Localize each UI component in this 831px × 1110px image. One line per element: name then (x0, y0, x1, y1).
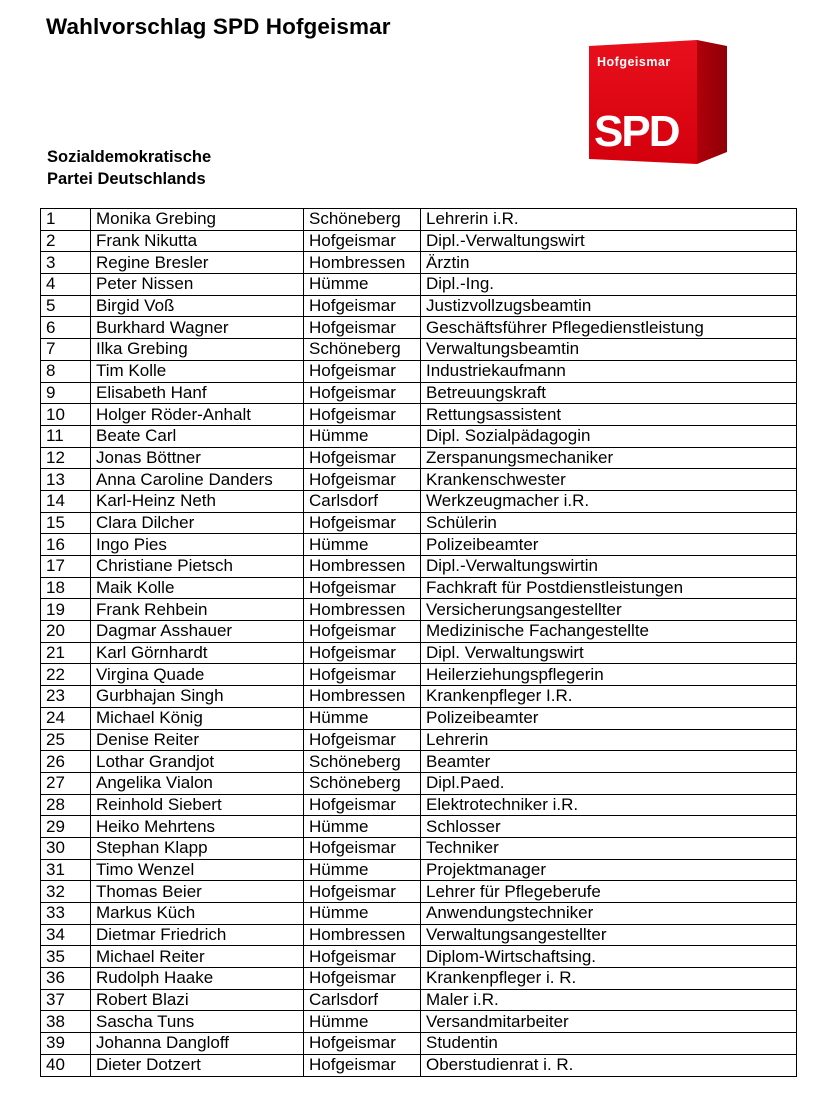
candidate-number: 35 (41, 946, 91, 968)
candidate-place: Hofgeismar (304, 881, 421, 903)
candidate-occupation: Dipl.-Verwaltungswirt (421, 230, 797, 252)
candidate-place: Schöneberg (304, 209, 421, 231)
candidate-name: Maik Kolle (91, 577, 304, 599)
candidate-table-body (41, 209, 797, 1077)
candidate-place: Hümme (304, 1011, 421, 1033)
candidate-place: Hofgeismar (304, 447, 421, 469)
candidate-place: Hofgeismar (304, 469, 421, 491)
candidate-place: Hümme (304, 903, 421, 925)
candidate-name: Johanna Dangloff (91, 1033, 304, 1055)
candidate-occupation: Zerspanungsmechaniker (421, 447, 797, 469)
candidate-occupation: Geschäftsführer Pflegedienstleistung (421, 317, 797, 339)
candidate-number: 14 (41, 490, 91, 512)
table-row (41, 425, 797, 447)
candidate-occupation: Polizeibeamter (421, 534, 797, 556)
candidate-name: Angelika Vialon (91, 772, 304, 794)
candidate-number: 3 (41, 252, 91, 274)
candidate-occupation: Betreuungskraft (421, 382, 797, 404)
candidate-name: Lothar Grandjot (91, 751, 304, 773)
table-row (41, 599, 797, 621)
candidate-occupation: Dipl. Verwaltungswirt (421, 642, 797, 664)
candidate-occupation: Dipl. Sozialpädagogin (421, 425, 797, 447)
candidate-occupation: Werkzeugmacher i.R. (421, 490, 797, 512)
candidate-place: Schöneberg (304, 772, 421, 794)
candidate-number: 13 (41, 469, 91, 491)
candidate-name: Burkhard Wagner (91, 317, 304, 339)
candidate-occupation: Techniker (421, 837, 797, 859)
table-row (41, 968, 797, 990)
table-row (41, 621, 797, 643)
candidate-name: Peter Nissen (91, 274, 304, 296)
candidate-number: 26 (41, 751, 91, 773)
candidate-occupation: Medizinische Fachangestellte (421, 621, 797, 643)
candidate-name: Robert Blazi (91, 989, 304, 1011)
candidate-name: Holger Röder-Anhalt (91, 404, 304, 426)
candidate-occupation: Verwaltungsbeamtin (421, 339, 797, 361)
candidate-occupation: Industriekaufmann (421, 360, 797, 382)
candidate-place: Hümme (304, 859, 421, 881)
candidate-place: Carlsdorf (304, 989, 421, 1011)
candidate-number: 31 (41, 859, 91, 881)
candidate-place: Hofgeismar (304, 512, 421, 534)
candidate-number: 38 (41, 1011, 91, 1033)
party-name-line-2: Partei Deutschlands (47, 170, 206, 188)
table-row (41, 404, 797, 426)
candidate-place: Hofgeismar (304, 946, 421, 968)
candidate-number: 25 (41, 729, 91, 751)
table-row (41, 816, 797, 838)
candidate-place: Hofgeismar (304, 1033, 421, 1055)
candidate-table (40, 208, 797, 1077)
candidate-number: 27 (41, 772, 91, 794)
logo-location-text: Hofgeismar (597, 55, 671, 69)
candidate-name: Sascha Tuns (91, 1011, 304, 1033)
candidate-occupation: Rettungsassistent (421, 404, 797, 426)
candidate-name: Dagmar Asshauer (91, 621, 304, 643)
candidate-place: Hofgeismar (304, 230, 421, 252)
candidate-name: Frank Rehbein (91, 599, 304, 621)
candidate-place: Hofgeismar (304, 968, 421, 990)
candidate-name: Timo Wenzel (91, 859, 304, 881)
spd-logo (589, 40, 727, 164)
candidate-name: Reinhold Siebert (91, 794, 304, 816)
candidate-occupation: Dipl.-Verwaltungswirtin (421, 556, 797, 578)
table-row (41, 534, 797, 556)
table-row (41, 859, 797, 881)
candidate-number: 37 (41, 989, 91, 1011)
candidate-number: 16 (41, 534, 91, 556)
candidate-name: Christiane Pietsch (91, 556, 304, 578)
candidate-place: Hümme (304, 274, 421, 296)
party-name (47, 146, 211, 190)
candidate-occupation: Krankenpfleger i. R. (421, 968, 797, 990)
table-row (41, 274, 797, 296)
candidate-name: Beate Carl (91, 425, 304, 447)
candidate-occupation: Dipl.-Ing. (421, 274, 797, 296)
table-row (41, 512, 797, 534)
candidate-number: 8 (41, 360, 91, 382)
candidate-name: Tim Kolle (91, 360, 304, 382)
candidate-name: Stephan Klapp (91, 837, 304, 859)
candidate-name: Karl Görnhardt (91, 642, 304, 664)
candidate-occupation: Dipl.Paed. (421, 772, 797, 794)
table-row (41, 1011, 797, 1033)
candidate-name: Dietmar Friedrich (91, 924, 304, 946)
candidate-number: 21 (41, 642, 91, 664)
candidate-place: Hümme (304, 425, 421, 447)
candidate-name: Regine Bresler (91, 252, 304, 274)
candidate-occupation: Projektmanager (421, 859, 797, 881)
candidate-name: Denise Reiter (91, 729, 304, 751)
table-row (41, 209, 797, 231)
candidate-occupation: Polizeibeamter (421, 707, 797, 729)
candidate-number: 36 (41, 968, 91, 990)
candidate-number: 12 (41, 447, 91, 469)
table-row (41, 469, 797, 491)
candidate-name: Monika Grebing (91, 209, 304, 231)
candidate-name: Thomas Beier (91, 881, 304, 903)
candidate-name: Clara Dilcher (91, 512, 304, 534)
candidate-place: Hombressen (304, 556, 421, 578)
candidate-name: Jonas Böttner (91, 447, 304, 469)
table-row (41, 686, 797, 708)
candidate-number: 19 (41, 599, 91, 621)
table-row (41, 577, 797, 599)
candidate-occupation: Versandmitarbeiter (421, 1011, 797, 1033)
candidate-place: Hofgeismar (304, 317, 421, 339)
candidate-occupation: Maler i.R. (421, 989, 797, 1011)
candidate-name: Karl-Heinz Neth (91, 490, 304, 512)
candidate-number: 28 (41, 794, 91, 816)
candidate-number: 10 (41, 404, 91, 426)
candidate-occupation: Studentin (421, 1033, 797, 1055)
candidate-number: 22 (41, 664, 91, 686)
candidate-occupation: Ärztin (421, 252, 797, 274)
candidate-number: 34 (41, 924, 91, 946)
candidate-occupation: Oberstudienrat i. R. (421, 1054, 797, 1076)
candidate-occupation: Krankenschwester (421, 469, 797, 491)
candidate-number: 6 (41, 317, 91, 339)
candidate-occupation: Verwaltungsangestellter (421, 924, 797, 946)
candidate-name: Michael Reiter (91, 946, 304, 968)
table-row (41, 230, 797, 252)
table-row (41, 903, 797, 925)
table-row (41, 989, 797, 1011)
candidate-place: Hofgeismar (304, 642, 421, 664)
candidate-number: 1 (41, 209, 91, 231)
table-row (41, 642, 797, 664)
table-row (41, 447, 797, 469)
candidate-occupation: Anwendungstechniker (421, 903, 797, 925)
candidate-place: Hofgeismar (304, 794, 421, 816)
candidate-number: 15 (41, 512, 91, 534)
candidate-place: Hofgeismar (304, 729, 421, 751)
logo-spd-text: SPD (594, 107, 679, 156)
table-row (41, 252, 797, 274)
candidate-occupation: Lehrerin i.R. (421, 209, 797, 231)
candidate-occupation: Lehrer für Pflegeberufe (421, 881, 797, 903)
candidate-number: 17 (41, 556, 91, 578)
candidate-name: Elisabeth Hanf (91, 382, 304, 404)
candidate-name: Gurbhajan Singh (91, 686, 304, 708)
candidate-occupation: Versicherungsangestellter (421, 599, 797, 621)
candidate-name: Heiko Mehrtens (91, 816, 304, 838)
candidate-place: Hümme (304, 534, 421, 556)
candidate-number: 20 (41, 621, 91, 643)
table-row (41, 339, 797, 361)
table-row (41, 924, 797, 946)
candidate-name: Frank Nikutta (91, 230, 304, 252)
candidate-number: 39 (41, 1033, 91, 1055)
candidate-occupation: Beamter (421, 751, 797, 773)
candidate-number: 4 (41, 274, 91, 296)
candidate-number: 5 (41, 295, 91, 317)
candidate-occupation: Schlosser (421, 816, 797, 838)
candidate-place: Schöneberg (304, 339, 421, 361)
candidate-name: Ingo Pies (91, 534, 304, 556)
table-row (41, 751, 797, 773)
candidate-name: Anna Caroline Danders (91, 469, 304, 491)
candidate-number: 23 (41, 686, 91, 708)
candidate-name: Ilka Grebing (91, 339, 304, 361)
candidate-occupation: Justizvollzugsbeamtin (421, 295, 797, 317)
logo-side-face (697, 40, 727, 164)
table-row (41, 772, 797, 794)
candidate-place: Hombressen (304, 924, 421, 946)
table-row (41, 1033, 797, 1055)
candidate-number: 24 (41, 707, 91, 729)
table-row (41, 317, 797, 339)
table-row (41, 664, 797, 686)
candidate-name: Dieter Dotzert (91, 1054, 304, 1076)
candidate-number: 9 (41, 382, 91, 404)
candidate-place: Hofgeismar (304, 621, 421, 643)
candidate-place: Hümme (304, 816, 421, 838)
candidate-occupation: Krankenpfleger I.R. (421, 686, 797, 708)
candidate-occupation: Diplom-Wirtschaftsing. (421, 946, 797, 968)
candidate-name: Michael König (91, 707, 304, 729)
candidate-place: Hombressen (304, 252, 421, 274)
table-row (41, 946, 797, 968)
candidate-place: Hofgeismar (304, 382, 421, 404)
candidate-number: 30 (41, 837, 91, 859)
table-row (41, 556, 797, 578)
candidate-number: 29 (41, 816, 91, 838)
candidate-number: 11 (41, 425, 91, 447)
candidate-place: Schöneberg (304, 751, 421, 773)
candidate-place: Hofgeismar (304, 1054, 421, 1076)
candidate-number: 32 (41, 881, 91, 903)
candidate-occupation: Lehrerin (421, 729, 797, 751)
table-row (41, 794, 797, 816)
candidate-place: Hombressen (304, 599, 421, 621)
candidate-occupation: Elektrotechniker i.R. (421, 794, 797, 816)
candidate-occupation: Schülerin (421, 512, 797, 534)
table-row (41, 1054, 797, 1076)
candidate-name: Virgina Quade (91, 664, 304, 686)
table-row (41, 295, 797, 317)
candidate-place: Hofgeismar (304, 360, 421, 382)
candidate-name: Rudolph Haake (91, 968, 304, 990)
candidate-number: 33 (41, 903, 91, 925)
table-row (41, 707, 797, 729)
candidate-place: Hofgeismar (304, 837, 421, 859)
candidate-occupation: Fachkraft für Postdienstleistungen (421, 577, 797, 599)
candidate-occupation: Heilerziehungspflegerin (421, 664, 797, 686)
candidate-number: 7 (41, 339, 91, 361)
table-row (41, 881, 797, 903)
candidate-name: Birgid Voß (91, 295, 304, 317)
candidate-place: Carlsdorf (304, 490, 421, 512)
candidate-place: Hofgeismar (304, 404, 421, 426)
party-name-line-1: Sozialdemokratische (47, 148, 212, 166)
candidate-number: 18 (41, 577, 91, 599)
page-title: Wahlvorschlag SPD Hofgeismar (46, 14, 391, 39)
candidate-place: Hombressen (304, 686, 421, 708)
candidate-place: Hofgeismar (304, 664, 421, 686)
candidate-name: Markus Küch (91, 903, 304, 925)
table-row (41, 729, 797, 751)
candidate-place: Hofgeismar (304, 577, 421, 599)
candidate-number: 40 (41, 1054, 91, 1076)
candidate-place: Hümme (304, 707, 421, 729)
table-row (41, 382, 797, 404)
candidate-number: 2 (41, 230, 91, 252)
table-row (41, 490, 797, 512)
table-row (41, 837, 797, 859)
table-row (41, 360, 797, 382)
candidate-place: Hofgeismar (304, 295, 421, 317)
